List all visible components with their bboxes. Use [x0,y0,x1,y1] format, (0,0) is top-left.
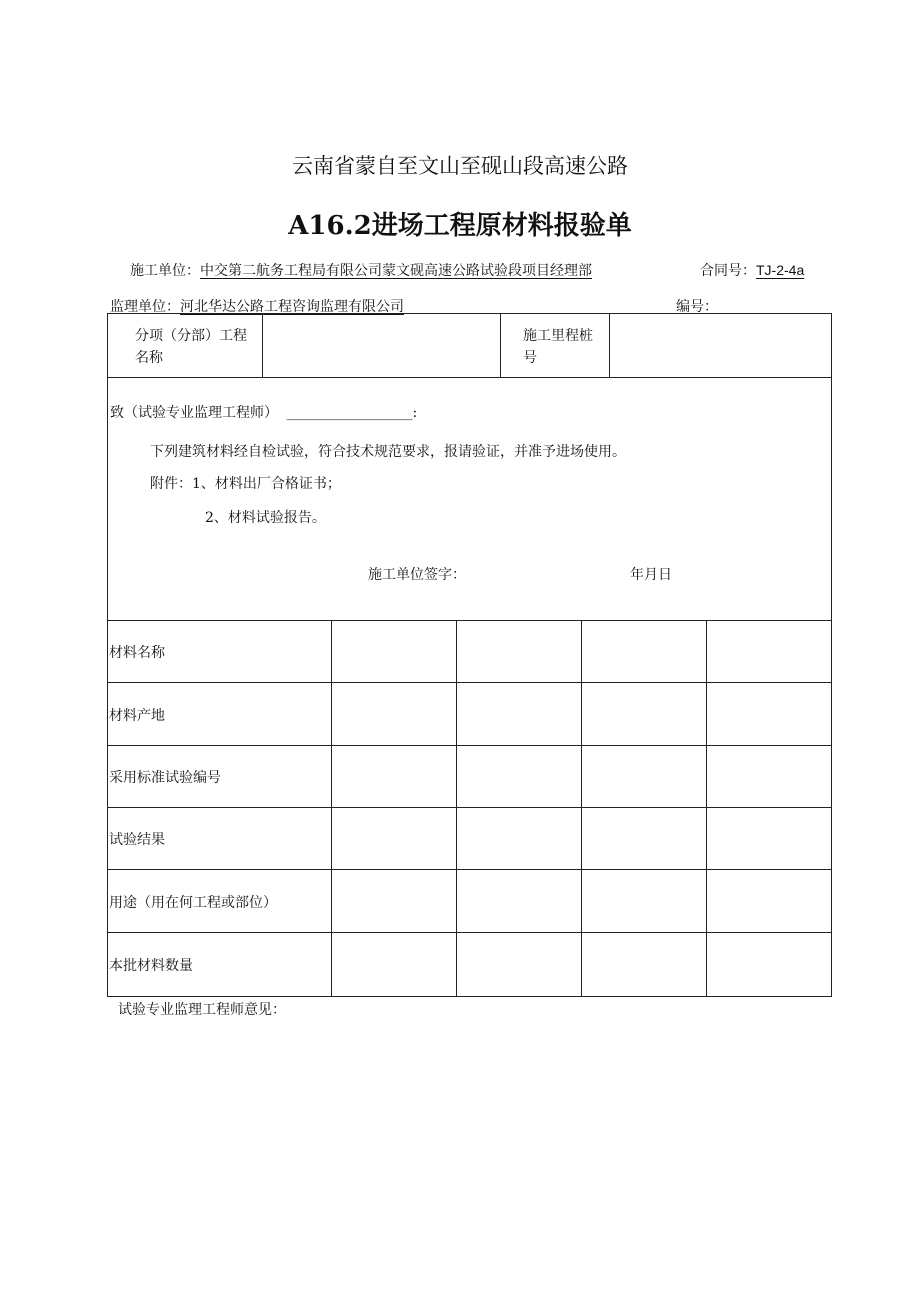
document-title-line1: 云南省蒙自至文山至砚山段高速公路 [292,154,628,178]
addressee-blank[interactable]: __________________ [286,405,413,421]
divider [706,620,707,997]
mileage-label: 施工里程桩 号 [523,328,593,366]
row-label-test-result: 试验结果 [109,832,165,848]
row-label-quantity: 本批材料数量 [109,958,193,974]
divider [107,745,832,746]
divider [262,313,263,378]
request-statement: 下列建筑材料经自检试验，符合技术规范要求，报请验证，并准予进场使用。 [150,444,626,460]
contract-number-value: TJ-2-4a [756,262,805,278]
document-title-line2: A16.2进场工程原材料报验单 [288,211,632,241]
divider [456,620,457,997]
row-label-usage: 用途（用在何工程或部位） [109,895,277,911]
divider [581,620,582,997]
divider [107,682,832,683]
addressee-line [110,402,417,422]
serial-number-label: 编号： [676,299,718,315]
divider [107,377,832,378]
row-label-material-name: 材料名称 [109,645,165,661]
subitem-name-field[interactable] [265,320,497,374]
row-label-material-origin: 材料产地 [109,708,165,724]
supervision-unit-value: 河北华达公路工程咨询监理有限公司 [180,299,404,315]
divider [331,620,332,997]
divider [107,807,832,808]
addressee-colon: : [412,405,418,421]
supervisor-opinion-label: 试验专业监理工程师意见： [118,1002,286,1018]
divider [609,313,610,378]
supervision-unit-label: 监理单位： [110,299,180,315]
date-label: 年月日 [630,567,672,583]
mileage-field[interactable] [612,320,829,374]
construction-unit-line [130,260,592,280]
divider [500,313,501,378]
construction-unit-value: 中交第二航务工程局有限公司蒙文砚高速公路试验段项目经理部 [200,263,592,279]
row-label-test-standard: 采用标准试验编号 [109,770,221,786]
attachment-2: 2、材料试验报告。 [205,510,326,526]
construction-unit-label: 施工单位： [130,263,200,279]
contract-number-label: 合同号： [700,263,756,279]
divider [107,620,832,621]
subitem-name-label: 分项（分部）工程 名称 [135,328,247,366]
divider [107,932,832,933]
divider [107,869,832,870]
addressee-label: 致（试验专业监理工程师） [110,405,278,421]
attachment-1: 附件：1、材料出厂合格证书； [150,476,341,492]
contract-number-line [700,260,804,280]
signature-label: 施工单位签字： [368,567,466,583]
